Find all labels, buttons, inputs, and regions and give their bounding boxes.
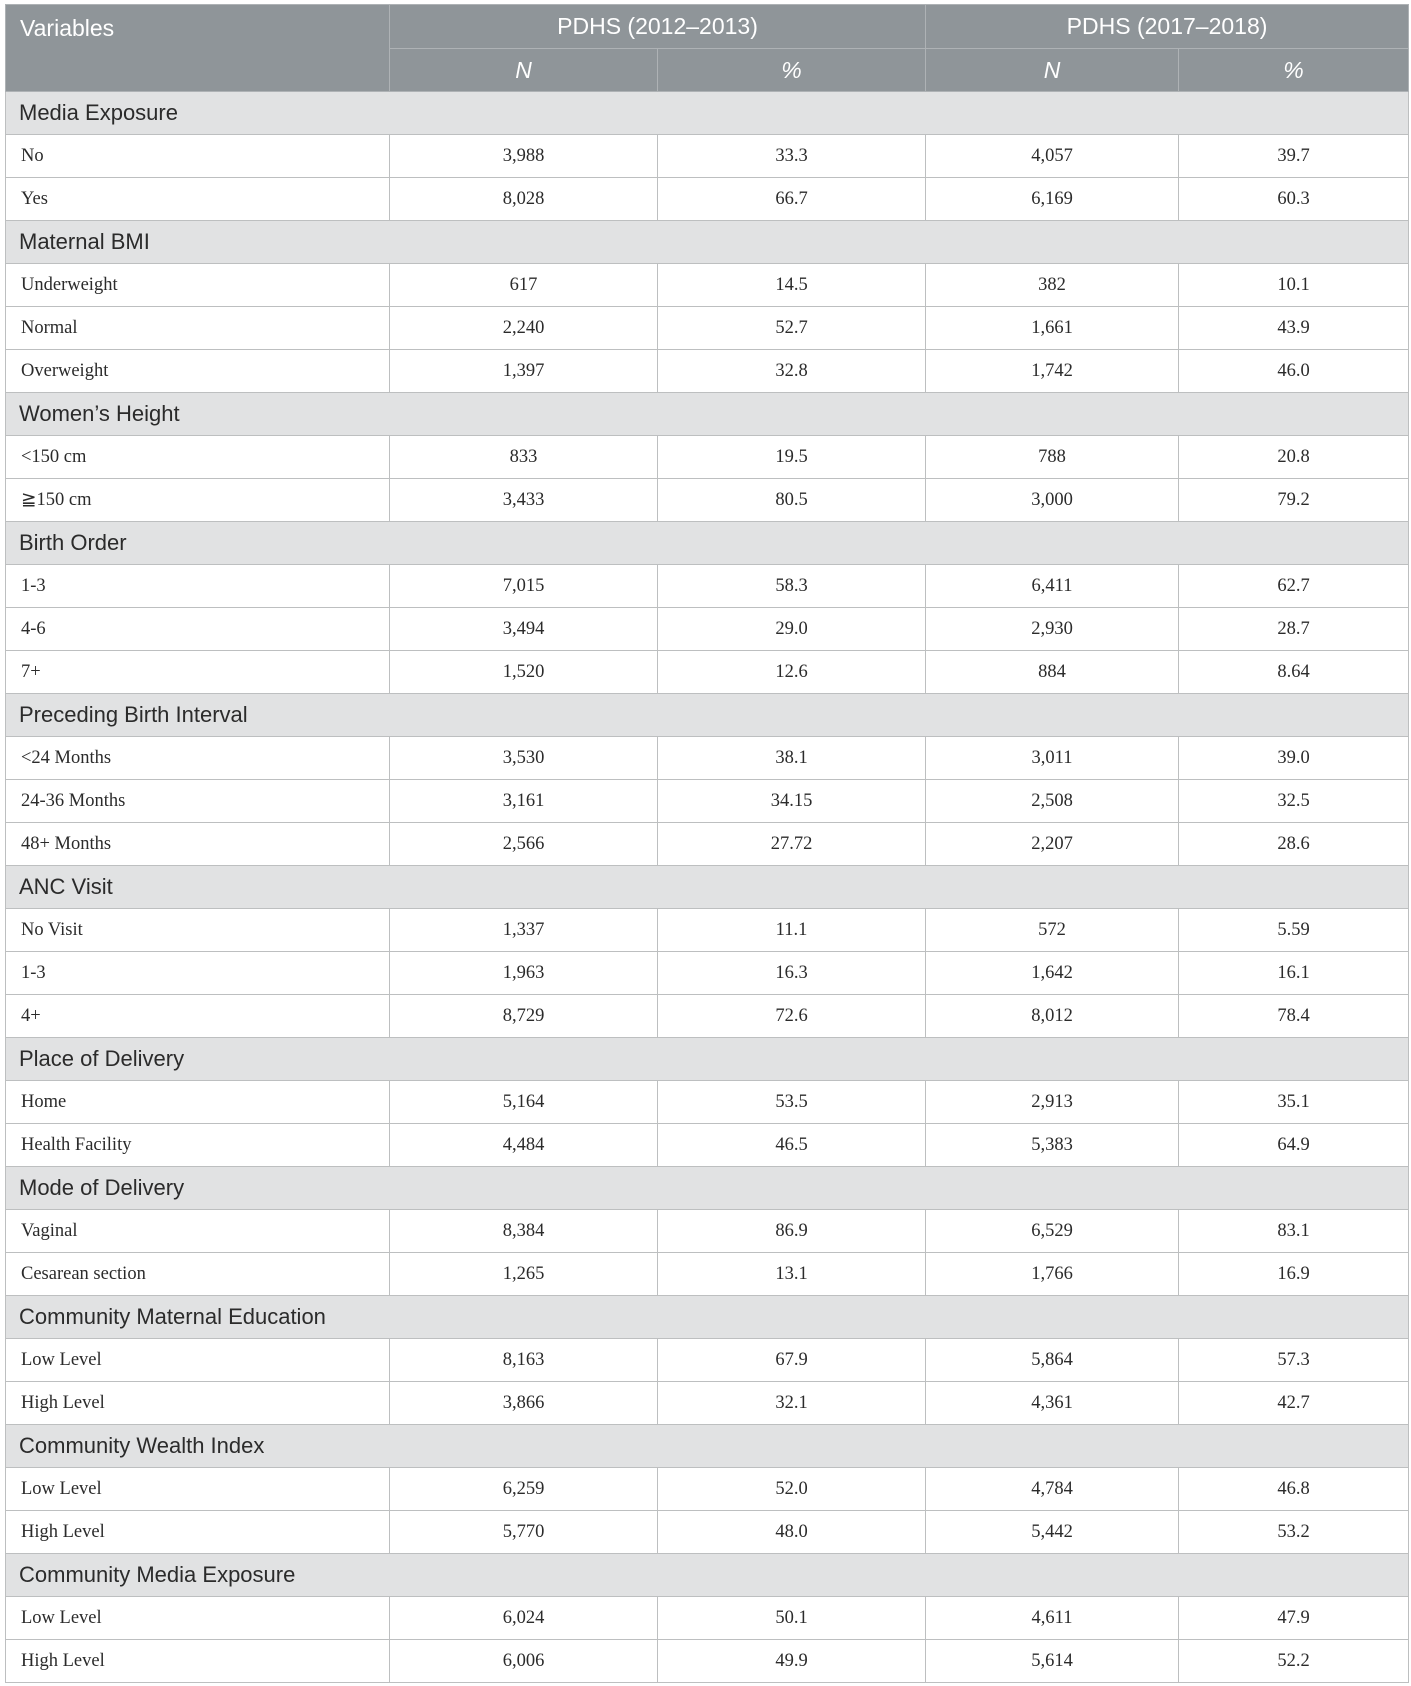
table-row	[6, 178, 1409, 221]
cell-pct-2017: 43.9	[1179, 307, 1409, 350]
cell-pct-2012: 38.1	[658, 737, 926, 780]
cell-pct-2012: 29.0	[658, 608, 926, 651]
header-n-2012: N	[390, 49, 658, 92]
cell-pct-2017: 79.2	[1179, 479, 1409, 522]
cell-pct-2017: 42.7	[1179, 1382, 1409, 1425]
cell-n-2017: 3,000	[926, 479, 1179, 522]
cell-n-2012: 3,433	[390, 479, 658, 522]
cell-n-2017: 1,742	[926, 350, 1179, 393]
cell-n-2017: 6,411	[926, 565, 1179, 608]
cell-pct-2012: 32.8	[658, 350, 926, 393]
row-label: High Level	[6, 1382, 390, 1425]
cell-pct-2017: 16.9	[1179, 1253, 1409, 1296]
section-title: Place of Delivery	[6, 1038, 1409, 1081]
row-label: Low Level	[6, 1468, 390, 1511]
section-row	[6, 522, 1409, 565]
section-title: Community Wealth Index	[6, 1425, 1409, 1468]
cell-n-2012: 2,240	[390, 307, 658, 350]
cell-n-2017: 5,864	[926, 1339, 1179, 1382]
cell-pct-2012: 46.5	[658, 1124, 926, 1167]
table-row	[6, 952, 1409, 995]
cell-n-2012: 3,988	[390, 135, 658, 178]
cell-pct-2012: 12.6	[658, 651, 926, 694]
cell-pct-2017: 53.2	[1179, 1511, 1409, 1554]
cell-n-2017: 884	[926, 651, 1179, 694]
cell-n-2017: 1,642	[926, 952, 1179, 995]
row-label: 1-3	[6, 565, 390, 608]
row-label: Yes	[6, 178, 390, 221]
cell-pct-2012: 34.15	[658, 780, 926, 823]
table-row	[6, 651, 1409, 694]
row-label: 4-6	[6, 608, 390, 651]
table-row	[6, 565, 1409, 608]
cell-n-2017: 1,766	[926, 1253, 1179, 1296]
cell-n-2017: 4,611	[926, 1597, 1179, 1640]
cell-pct-2012: 27.72	[658, 823, 926, 866]
cell-pct-2017: 10.1	[1179, 264, 1409, 307]
row-label: High Level	[6, 1511, 390, 1554]
cell-n-2012: 3,530	[390, 737, 658, 780]
section-title: Birth Order	[6, 522, 1409, 565]
cell-pct-2017: 62.7	[1179, 565, 1409, 608]
section-row	[6, 393, 1409, 436]
table-row	[6, 135, 1409, 178]
row-label: Underweight	[6, 264, 390, 307]
cell-n-2012: 3,161	[390, 780, 658, 823]
table-row	[6, 1640, 1409, 1683]
cell-n-2012: 1,397	[390, 350, 658, 393]
row-label: Home	[6, 1081, 390, 1124]
row-label: ≧150 cm	[6, 479, 390, 522]
section-row	[6, 1167, 1409, 1210]
cell-n-2017: 6,529	[926, 1210, 1179, 1253]
table-row	[6, 1081, 1409, 1124]
table-container	[5, 4, 1408, 1683]
cell-pct-2017: 5.59	[1179, 909, 1409, 952]
variables-table	[5, 4, 1409, 1683]
cell-pct-2012: 80.5	[658, 479, 926, 522]
cell-n-2012: 1,337	[390, 909, 658, 952]
table-row	[6, 780, 1409, 823]
row-label: 48+ Months	[6, 823, 390, 866]
cell-pct-2012: 86.9	[658, 1210, 926, 1253]
cell-pct-2017: 28.7	[1179, 608, 1409, 651]
row-label: 24-36 Months	[6, 780, 390, 823]
cell-n-2012: 833	[390, 436, 658, 479]
cell-pct-2017: 64.9	[1179, 1124, 1409, 1167]
row-label: Overweight	[6, 350, 390, 393]
table-row	[6, 608, 1409, 651]
header-pct-2017: %	[1179, 49, 1409, 92]
table-row	[6, 1468, 1409, 1511]
header-n-2017: N	[926, 49, 1179, 92]
cell-n-2017: 5,383	[926, 1124, 1179, 1167]
cell-pct-2017: 60.3	[1179, 178, 1409, 221]
row-label: Health Facility	[6, 1124, 390, 1167]
cell-n-2012: 1,265	[390, 1253, 658, 1296]
row-label: 1-3	[6, 952, 390, 995]
cell-pct-2012: 32.1	[658, 1382, 926, 1425]
row-label: 7+	[6, 651, 390, 694]
cell-n-2012: 1,520	[390, 651, 658, 694]
cell-n-2012: 8,384	[390, 1210, 658, 1253]
cell-n-2017: 4,784	[926, 1468, 1179, 1511]
cell-n-2017: 2,930	[926, 608, 1179, 651]
table-row	[6, 1253, 1409, 1296]
cell-n-2012: 617	[390, 264, 658, 307]
section-title: Media Exposure	[6, 92, 1409, 135]
cell-pct-2017: 47.9	[1179, 1597, 1409, 1640]
cell-n-2012: 3,494	[390, 608, 658, 651]
cell-pct-2017: 39.0	[1179, 737, 1409, 780]
header-group-2017-2018: PDHS (2017–2018)	[926, 5, 1409, 49]
cell-pct-2012: 50.1	[658, 1597, 926, 1640]
cell-pct-2017: 8.64	[1179, 651, 1409, 694]
table-row	[6, 436, 1409, 479]
table-row	[6, 1210, 1409, 1253]
section-row	[6, 1425, 1409, 1468]
cell-pct-2017: 46.0	[1179, 350, 1409, 393]
cell-pct-2012: 19.5	[658, 436, 926, 479]
cell-pct-2012: 67.9	[658, 1339, 926, 1382]
cell-pct-2012: 72.6	[658, 995, 926, 1038]
table-row	[6, 995, 1409, 1038]
cell-n-2017: 8,012	[926, 995, 1179, 1038]
cell-n-2012: 7,015	[390, 565, 658, 608]
cell-pct-2012: 58.3	[658, 565, 926, 608]
header-pct-2012: %	[658, 49, 926, 92]
cell-n-2012: 8,729	[390, 995, 658, 1038]
cell-pct-2017: 20.8	[1179, 436, 1409, 479]
section-title: Preceding Birth Interval	[6, 694, 1409, 737]
cell-pct-2012: 14.5	[658, 264, 926, 307]
row-label: Low Level	[6, 1597, 390, 1640]
cell-n-2012: 4,484	[390, 1124, 658, 1167]
table-row	[6, 1124, 1409, 1167]
table-row	[6, 1339, 1409, 1382]
section-row	[6, 1554, 1409, 1597]
cell-n-2012: 6,024	[390, 1597, 658, 1640]
cell-n-2017: 382	[926, 264, 1179, 307]
section-title: Women’s Height	[6, 393, 1409, 436]
cell-pct-2012: 49.9	[658, 1640, 926, 1683]
table-row	[6, 479, 1409, 522]
cell-n-2017: 4,057	[926, 135, 1179, 178]
cell-pct-2012: 52.7	[658, 307, 926, 350]
section-title: Maternal BMI	[6, 221, 1409, 264]
table-row	[6, 1511, 1409, 1554]
cell-n-2017: 1,661	[926, 307, 1179, 350]
cell-n-2012: 5,164	[390, 1081, 658, 1124]
header-variables: Variables	[6, 5, 390, 92]
cell-pct-2012: 13.1	[658, 1253, 926, 1296]
cell-pct-2012: 16.3	[658, 952, 926, 995]
table-row	[6, 264, 1409, 307]
cell-n-2017: 3,011	[926, 737, 1179, 780]
row-label: No Visit	[6, 909, 390, 952]
cell-pct-2017: 28.6	[1179, 823, 1409, 866]
cell-n-2017: 2,913	[926, 1081, 1179, 1124]
row-label: 4+	[6, 995, 390, 1038]
row-label: <24 Months	[6, 737, 390, 780]
cell-pct-2017: 83.1	[1179, 1210, 1409, 1253]
row-label: No	[6, 135, 390, 178]
cell-n-2017: 2,207	[926, 823, 1179, 866]
table-row	[6, 909, 1409, 952]
section-row	[6, 221, 1409, 264]
cell-pct-2012: 66.7	[658, 178, 926, 221]
cell-n-2017: 2,508	[926, 780, 1179, 823]
cell-pct-2012: 48.0	[658, 1511, 926, 1554]
section-row	[6, 1038, 1409, 1081]
row-label: Cesarean section	[6, 1253, 390, 1296]
table-body	[6, 92, 1409, 1683]
table-row	[6, 737, 1409, 780]
section-row	[6, 866, 1409, 909]
cell-n-2017: 4,361	[926, 1382, 1179, 1425]
section-title: Community Maternal Education	[6, 1296, 1409, 1339]
row-label: High Level	[6, 1640, 390, 1683]
cell-pct-2017: 46.8	[1179, 1468, 1409, 1511]
row-label: Normal	[6, 307, 390, 350]
cell-n-2017: 5,614	[926, 1640, 1179, 1683]
cell-pct-2017: 32.5	[1179, 780, 1409, 823]
cell-n-2012: 8,163	[390, 1339, 658, 1382]
cell-n-2017: 788	[926, 436, 1179, 479]
cell-n-2017: 6,169	[926, 178, 1179, 221]
cell-pct-2017: 16.1	[1179, 952, 1409, 995]
table-row	[6, 1382, 1409, 1425]
section-title: ANC Visit	[6, 866, 1409, 909]
row-label: <150 cm	[6, 436, 390, 479]
table-row	[6, 307, 1409, 350]
cell-pct-2017: 78.4	[1179, 995, 1409, 1038]
section-row	[6, 1296, 1409, 1339]
cell-n-2017: 5,442	[926, 1511, 1179, 1554]
cell-n-2012: 8,028	[390, 178, 658, 221]
cell-n-2012: 6,259	[390, 1468, 658, 1511]
cell-pct-2012: 52.0	[658, 1468, 926, 1511]
table-row	[6, 350, 1409, 393]
cell-pct-2012: 11.1	[658, 909, 926, 952]
table-row	[6, 823, 1409, 866]
cell-n-2012: 1,963	[390, 952, 658, 995]
cell-n-2012: 5,770	[390, 1511, 658, 1554]
cell-n-2017: 572	[926, 909, 1179, 952]
cell-pct-2017: 57.3	[1179, 1339, 1409, 1382]
table-row	[6, 1597, 1409, 1640]
section-title: Community Media Exposure	[6, 1554, 1409, 1597]
section-row	[6, 92, 1409, 135]
cell-n-2012: 6,006	[390, 1640, 658, 1683]
row-label: Vaginal	[6, 1210, 390, 1253]
cell-pct-2017: 39.7	[1179, 135, 1409, 178]
cell-n-2012: 3,866	[390, 1382, 658, 1425]
cell-pct-2017: 35.1	[1179, 1081, 1409, 1124]
row-label: Low Level	[6, 1339, 390, 1382]
section-title: Mode of Delivery	[6, 1167, 1409, 1210]
cell-pct-2012: 53.5	[658, 1081, 926, 1124]
cell-n-2012: 2,566	[390, 823, 658, 866]
section-row	[6, 694, 1409, 737]
header-group-2012-2013: PDHS (2012–2013)	[390, 5, 926, 49]
cell-pct-2017: 52.2	[1179, 1640, 1409, 1683]
table-header	[6, 5, 1409, 92]
cell-pct-2012: 33.3	[658, 135, 926, 178]
